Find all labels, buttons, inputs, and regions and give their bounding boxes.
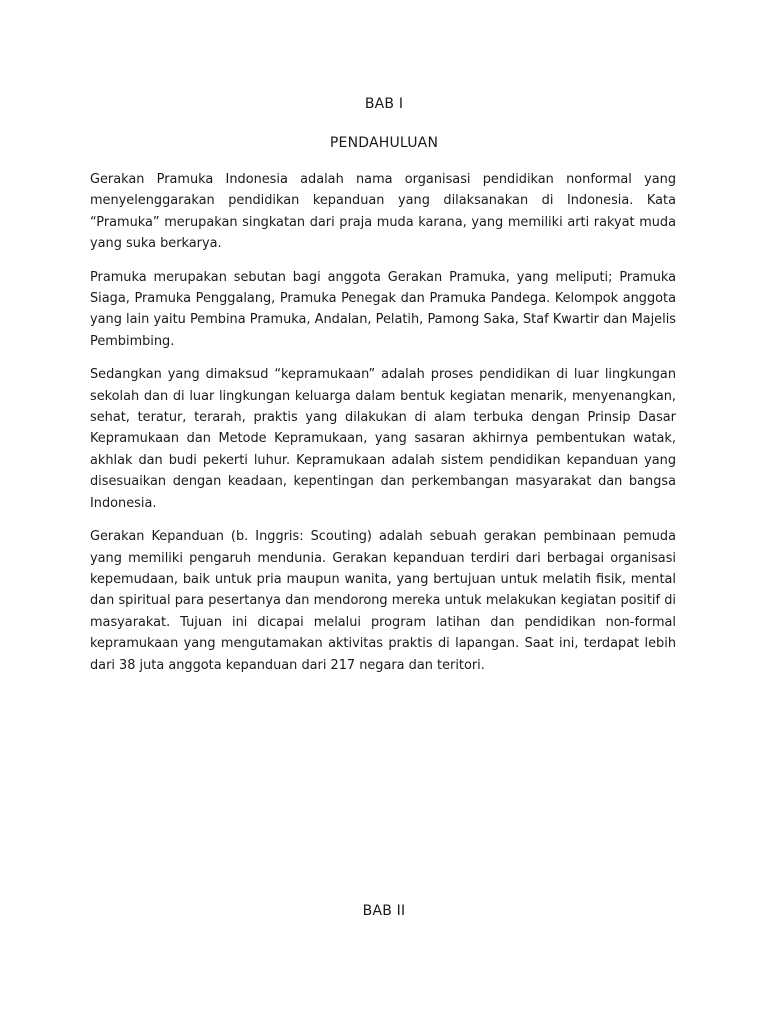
chapter-2-label: BAB II [362,903,406,919]
document-body [90,169,676,688]
chapter-1-label: BAB I [364,96,404,112]
chapter-1-title: PENDAHULUAN [329,135,439,151]
paragraph-1: Gerakan Pramuka Indonesia adalah nama organisasi pendidikan nonformal yang menyelenggarakan pendidikan kepanduan yang dilaksanakan di Indonesia. Kata “Pramuka” merupakan singkatan dari praja muda karana, yang memiliki arti rakyat muda yang suka berkarya. [90,172,676,252]
paragraph-4: Gerakan Kepanduan (b. Inggris: Scouting) adalah sebuah gerakan pembinaan pemuda yang memiliki pengaruh mendunia. Gerakan kepanduan terdiri dari berbagai organisasi kepemudaan, baik untuk pria maupun wanita, yang bertujuan untuk melatih fisik, mental dan spiritual para pesertanya dan mendorong mereka untuk melakukan kegiatan positif di masyarakat. Tujuan ini dicapai melalui program latihan dan pendidikan non-formal kepramukaan yang mengutamakan aktivitas praktis di lapangan. Saat ini, terdapat lebih dari 38 juta anggota kepanduan dari 217 negara dan teritori. [90,529,676,673]
paragraph-2: Pramuka merupakan sebutan bagi anggota Gerakan Pramuka, yang meliputi; Pramuka Siaga, Pramuka Penggalang, Pramuka Penegak dan Pramuka Pandega. Kelompok anggota yang lain yaitu Pembina Pramuka, Andalan, Pelatih, Pamong Saka, Staf Kwartir dan Majelis Pembimbing. [90,269,676,349]
paragraph-3: Sedangkan yang dimaksud “kepramukaan” adalah proses pendidikan di luar lingkungan sekolah dan di luar lingkungan keluarga dalam bentuk kegiatan menarik, menyenangkan, sehat, teratur, terarah, praktis yang dilakukan di alam terbuka dengan Prinsip Dasar Kepramukaan dan Metode Kepramukaan, yang sasaran akhirnya pembentukan watak, akhlak dan budi pekerti luhur. Kepramukaan adalah sistem pendidikan kepanduan yang disesuaikan dengan keadaan, kepentingan dan perkembangan masyarakat dan bangsa Indonesia. [90,367,676,511]
